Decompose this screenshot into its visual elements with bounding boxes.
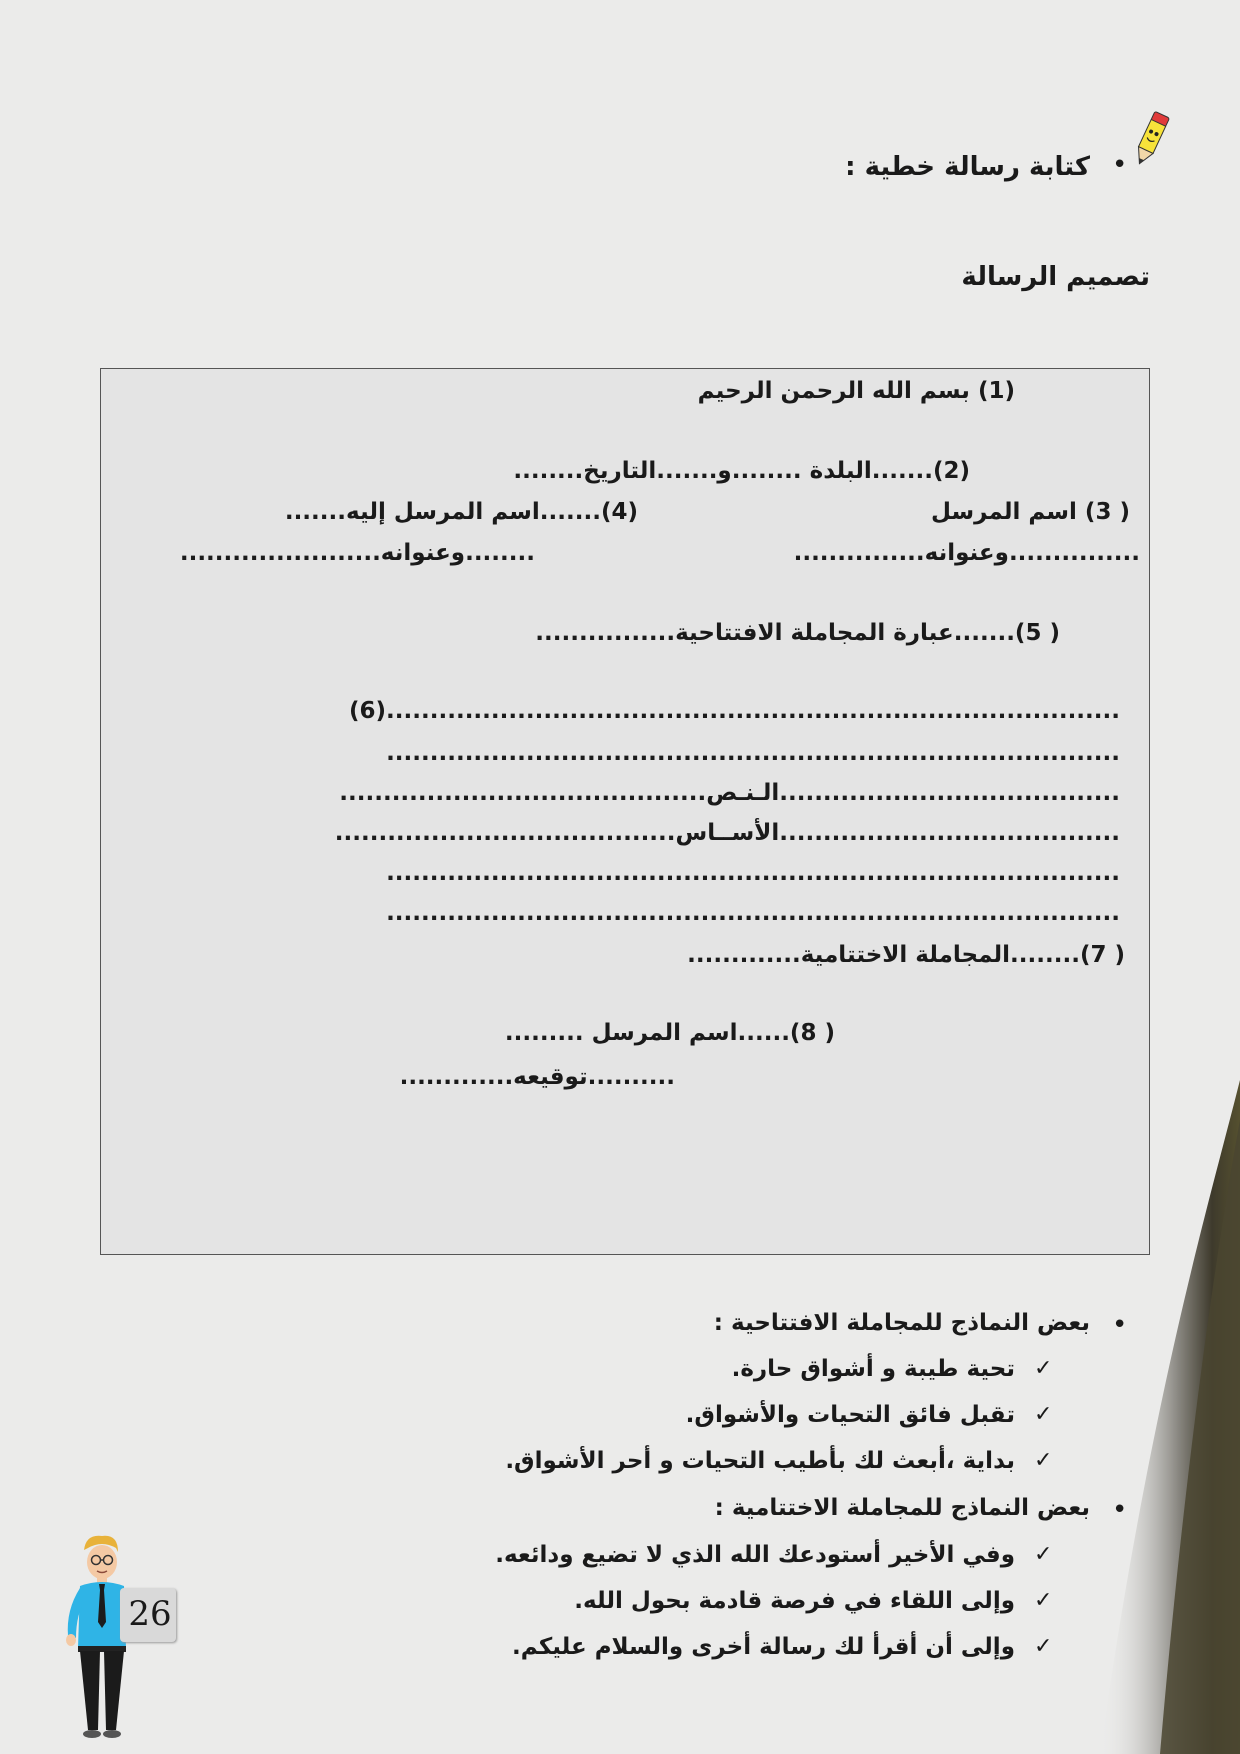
section-title: كتابة رسالة خطية : bbox=[845, 152, 1090, 182]
closing-example-3: وإلى أن أقرأ لك رسالة أخرى والسلام عليكم. bbox=[512, 1634, 1015, 1660]
letter-line-recipient-name: (4).......اسم المرسل إليه....... bbox=[284, 499, 638, 525]
letter-line-sender-sign: ( 8)......اسم المرسل ......... bbox=[504, 1020, 835, 1046]
check-icon: ✓ bbox=[1034, 1634, 1053, 1659]
letter-line-body-4: .................................................................................... bbox=[386, 900, 1120, 926]
opening-example-1: تحية طيبة و أشواق حارة. bbox=[731, 1356, 1015, 1382]
pencil-icon bbox=[1128, 108, 1172, 174]
letter-line-body-3: .................................................................................... bbox=[386, 860, 1120, 886]
letter-line-body-1: (6).................................................................................... bbox=[349, 698, 1120, 724]
letter-line-body-text: .......................................الـنـص.......................................... bbox=[339, 780, 1120, 806]
check-icon: ✓ bbox=[1034, 1588, 1053, 1613]
letter-line-opening-phrase: ( 5).......عبارة المجاملة الافتتاحية................ bbox=[535, 620, 1060, 646]
closings-heading: بعض النماذج للمجاملة الاختتامية : bbox=[714, 1495, 1090, 1521]
check-icon: ✓ bbox=[1034, 1448, 1053, 1473]
closing-example-2: وإلى اللقاء في فرصة قادمة بحول الله. bbox=[574, 1588, 1015, 1614]
letter-line-sender-address: ...............وعنوانه............... bbox=[793, 540, 1140, 566]
check-icon: ✓ bbox=[1034, 1402, 1053, 1427]
opening-example-2: تقبل فائق التحيات والأشواق. bbox=[685, 1402, 1015, 1428]
closings-bullet: • bbox=[1112, 1495, 1128, 1525]
letter-line-body-2: .................................................................................... bbox=[386, 740, 1120, 766]
openings-heading: بعض النماذج للمجاملة الافتتاحية : bbox=[713, 1310, 1090, 1336]
letter-line-basmala: (1) بسم الله الرحمن الرحيم bbox=[697, 378, 1015, 404]
heading-bullet: • bbox=[1112, 150, 1128, 180]
letter-line-signature: ..........توقيعه............. bbox=[399, 1064, 675, 1090]
openings-bullet: • bbox=[1112, 1310, 1128, 1340]
opening-example-3: بداية ،أبعث لك بأطيب التحيات و أحر الأشواق. bbox=[505, 1448, 1015, 1474]
page-number: 26 bbox=[128, 1594, 172, 1634]
letter-line-place-date: (2).......البلدة ........و.......التاريخ........ bbox=[513, 458, 970, 484]
letter-line-closing-phrase: ( 7)........المجاملة الاختتامية............. bbox=[687, 942, 1125, 968]
check-icon: ✓ bbox=[1034, 1356, 1053, 1381]
section-subtitle: تصميم الرسالة bbox=[961, 262, 1150, 292]
letter-line-body-main: .......................................الأســاس....................................... bbox=[334, 820, 1120, 846]
letter-line-recipient-address: ........وعنوانه....................... bbox=[179, 540, 535, 566]
closing-example-1: وفي الأخير أستودعك الله الذي لا تضيع ودائعه. bbox=[495, 1542, 1015, 1568]
letter-line-sender-name: ( 3) اسم المرسل bbox=[930, 499, 1130, 525]
check-icon: ✓ bbox=[1034, 1542, 1053, 1567]
